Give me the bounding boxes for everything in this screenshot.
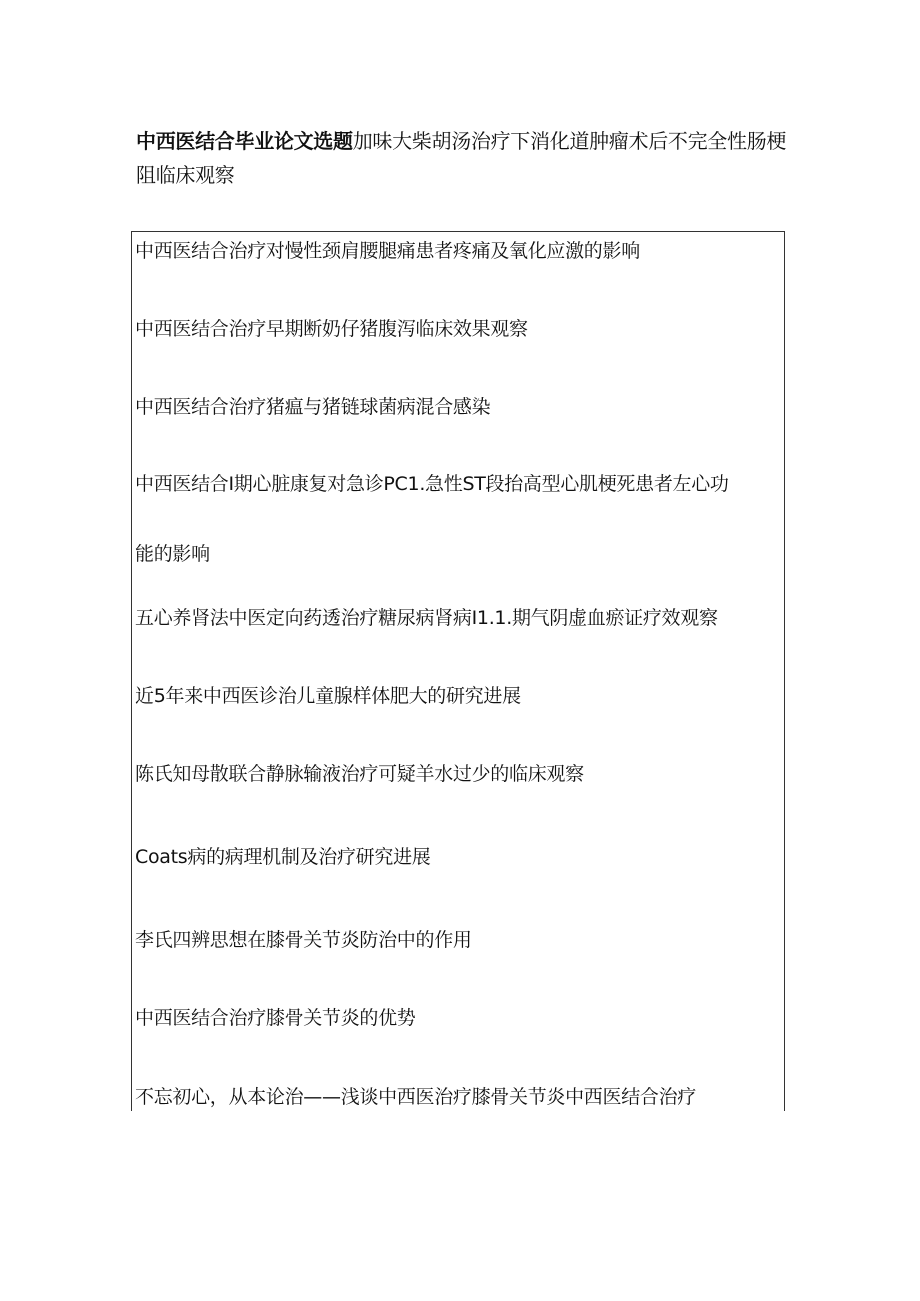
topic-item: 中西医结合I期心脏康复对急诊PC1.急性ST段抬高型心肌梗死患者左心功能的影响 xyxy=(135,473,729,565)
topic-item: 近5年来中西医诊治儿童腺样体肥大的研究进展 xyxy=(135,685,521,707)
topic-item: 陈氏知母散联合静脉输液治疗可疑羊水过少的临床观察 xyxy=(135,763,584,785)
topic-item: 五心养肾法中医定向药透治疗糖尿病肾病I1.1.期气阴虚血瘀证疗效观察 xyxy=(135,607,718,629)
topic-item: Coats病的病理机制及治疗研究进展 xyxy=(135,846,431,868)
title-heading-bold: 中西医结合毕业论文选题 xyxy=(136,129,353,153)
title-heading-rest: 加味大柴胡汤治疗下消化道肿瘤术后不完全性肠梗阻临床观察 xyxy=(136,129,787,187)
document-title xyxy=(136,124,796,192)
topic-item: 中西医结合治疗膝骨关节炎的优势 xyxy=(135,1007,416,1029)
topic-item: 不忘初心，从本论治——浅谈中西医治疗膝骨关节炎中西医结合治疗 xyxy=(135,1086,697,1108)
topic-item: 李氏四辨思想在膝骨关节炎防治中的作用 xyxy=(135,929,472,951)
topic-item: 中西医结合治疗对慢性颈肩腰腿痛患者疼痛及氧化应激的影响 xyxy=(135,240,640,262)
topic-item: 中西医结合治疗猪瘟与猪链球菌病混合感染 xyxy=(135,396,491,418)
topic-list-box xyxy=(131,231,785,1111)
topic-item: 中西医结合治疗早期断奶仔猪腹泻临床效果观察 xyxy=(135,318,528,340)
